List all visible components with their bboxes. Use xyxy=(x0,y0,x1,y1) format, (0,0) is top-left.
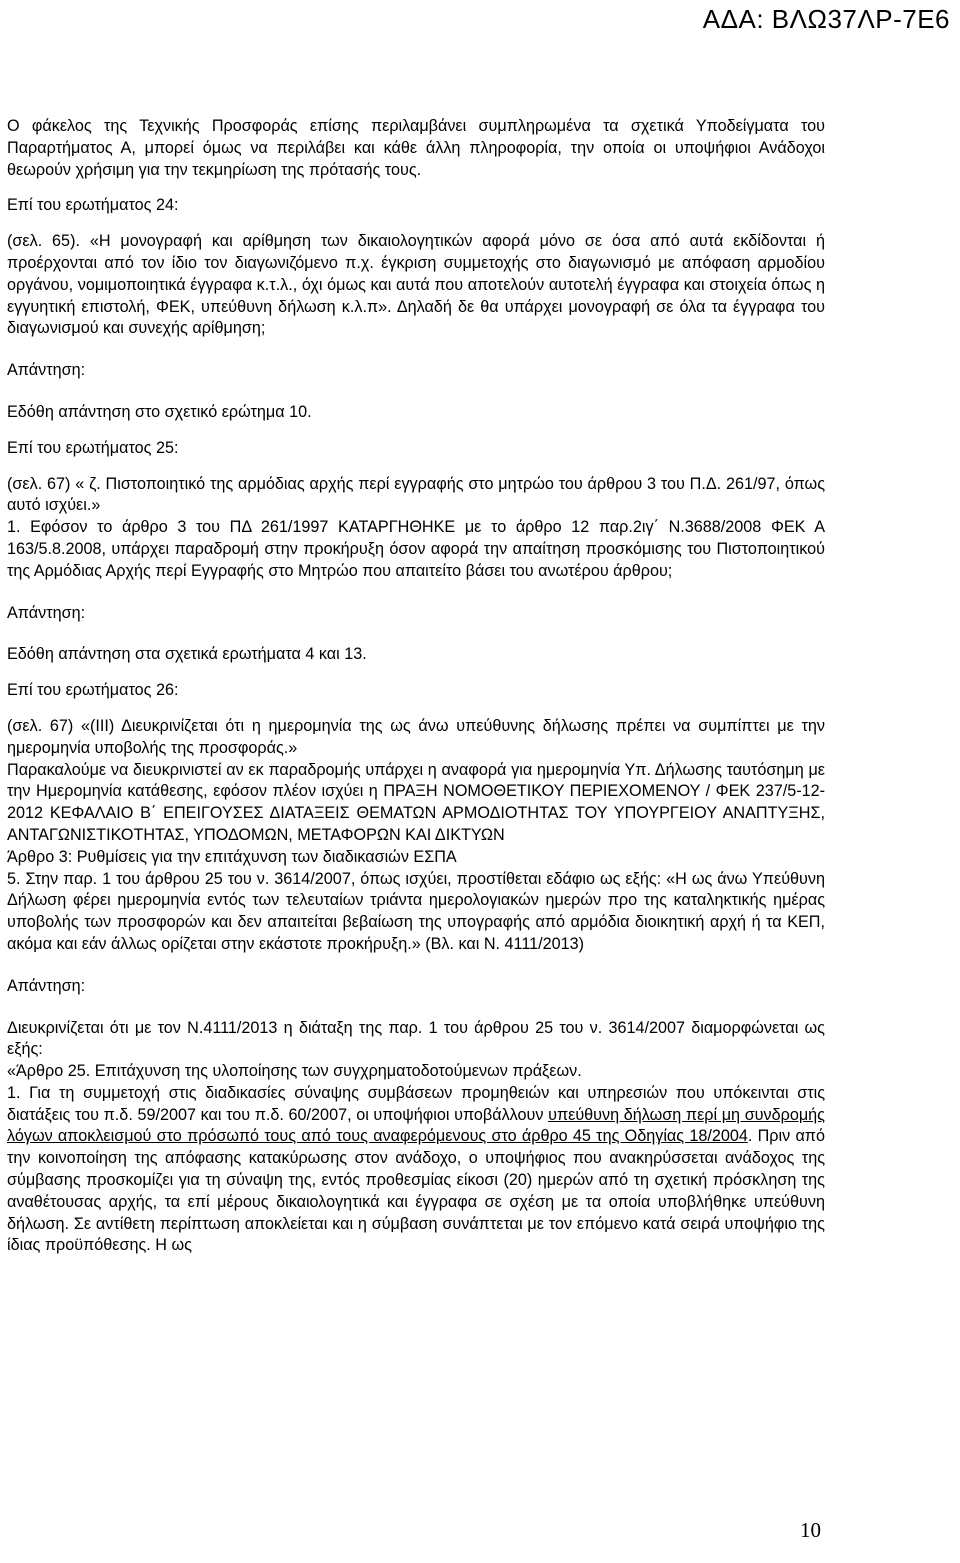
question-25-query: 1. Εφόσον το άρθρο 3 του ΠΔ 261/1997 ΚΑΤΑΡΓΗΘΗΚΕ με το άρθρο 12 παρ.2ιγ΄ Ν.3688/2008 ΦΕΚ Α 163/5.8.2008, υπάρχει παραδρομή στην προκήρυξη όσον αφορά την απαίτηση προσκόμισης του Πιστοποιητικού της Αρμόδιας Αρχής περί Εγγραφής στο Μητρώο που απαιτείτο βάσει του ανωτέρου άρθρου; xyxy=(7,518,825,580)
question-26-article: Άρθρο 3: Ρυθμίσεις για την επιτάχυνση των διαδικασιών ΕΣΠΑ xyxy=(7,847,457,866)
question-26-provision: 5. Στην παρ. 1 του άρθρου 25 του ν. 3614/2007, όπως ισχύει, προστίθεται εδάφιο ως εξής: «Η ως άνω Υπεύθυνη Δήλωση φέρει ημερομηνία εντός των τελευταίων τριάντα ημερολογιακών ημερών προ της καταληκτικής ημέρας υποβολής των προσφορών και δεν απαιτείται βεβαίωση της υπογραφής από αρμόδια διοικητική αρχή ή τα ΚΕΠ, ακόμα και εάν άλλως ορίζεται στην εκάστοτε προκήρυξη.» (Βλ. και Ν. 4111/2013) xyxy=(7,869,825,953)
answer-26-underlined-text: υπεύθυνη δήλωση περί μη συνδρομής λόγων αποκλεισμού στο πρόσωπό τους από τους αναφερόμενους στο άρθρο 45 της Οδηγίας 18/2004 xyxy=(7,1105,825,1146)
answer-label-24: Απάντηση: xyxy=(7,361,86,380)
question-24-text xyxy=(7,231,825,340)
question-24-quote: (σελ. 65). «Η μονογραφή και αρίθμηση των δικαιολογητικών αφορά μόνο σε όσα από αυτά εκδίδονται ή προέρχονται από τον ίδιο τον διαγωνιζόμενο π.χ. έγκριση συμμετοχής στο διαγωνισμό με απόφαση αρμοδίου οργάνου, νομιμοποιητικά έγγραφα κ.τ.λ., όχι όμως και αυτά που αποτελούν αυτοτελή έγγραφα και στοιχεία όπως η εγγυητική επιστολή, ΦΕΚ, υπεύθυνη δήλωση κ.λ.π». xyxy=(7,232,825,316)
question-26-quote: (σελ. 67) «(III) Διευκρινίζεται ότι η ημερομηνία της ως άνω υπεύθυνης δήλωσης πρέπει να συμπίπτει με την ημερομηνία υποβολής της προσφοράς.» xyxy=(7,716,825,757)
heading-question-26: Επί του ερωτήματος 26: xyxy=(7,681,179,700)
answer-26-paragraph-start: 1. Για τη συμμετοχή στις διαδικασίες σύναψης συμβάσεων προμηθειών και υπηρεσιών που υπόκεινται στις διατάξεις του π.δ. 59/2007 και του π.δ. 60/2007, οι υποψήφιοι υποβάλλουν xyxy=(7,1083,825,1124)
question-24-query: Δηλαδή δε θα υπάρχει μονογραφή σε όλα τα έγγραφα του διαγωνισμού και συνεχής αρίθμηση; xyxy=(7,297,825,338)
question-26-query: Παρακαλούμε να διευκρινιστεί αν εκ παραδρομής υπάρχει η αναφορά για ημερομηνία Υπ. Δήλωσης ταυτόσημη με την Ημερομηνία κατάθεσης, εφόσον πλέον ισχύει η ΠΡΑΞΗ ΝΟΜΟΘΕΤΙΚΟΥ ΠΕΡΙΕΧΟΜΕΝΟΥ / ΦΕΚ 237/5-12-2012 ΚΕΦΑΛΑΙΟ Β΄ ΕΠΕΙΓΟΥΣΕΣ ΔΙΑΤΑΞΕΙΣ ΘΕΜΑΤΩΝ ΑΡΜΟΔΙΟΤΗΤΑΣ ΤΟΥ ΥΠΟΥΡΓΕΙΟΥ ΑΝΑΠΤΥΞΗΣ, ΑΝΤΑΓΩΝΙΣΤΙΚΟΤΗΤΑΣ, ΥΠΟΔΟΜΩΝ, ΜΕΤΑΦΟΡΩΝ ΚΑΙ ΔΙΚΤΥΩΝ xyxy=(7,760,825,844)
answer-26-paragraph xyxy=(7,1083,825,1257)
answer-25-text: Εδόθη απάντηση στα σχετικά ερωτήματα 4 και 13. xyxy=(7,645,367,664)
answer-24-text: Εδόθη απάντηση στο σχετικό ερώτημα 10. xyxy=(7,402,312,421)
answer-26-paragraph-end: . Πριν από την κοινοποίηση της απόφασης κατακύρωσης στον ανάδοχο, ο υποψήφιος που ανακηρύσσεται ανάδοχος της σύμβασης προσκομίζει για τη σύναψη της, εντός προθεσμίας είκοσι (20) ημερών από τη σχετική πρόσκληση της αναθέτουσας αρχής, τα επί μέρους δικαιολογητικά και έγγραφα σε σχέση με τα οποία υποβλήθηκε υπεύθυνη δήλωση. Σε αντίθετη περίπτωση αποκλείεται και η σύμβαση συνάπτεται με τον επόμενο κατά σειρά υποψήφιο της ίδιας προϋπόθεσης. Η ως xyxy=(7,1127,825,1255)
paragraph-technical-offer: Ο φάκελος της Τεχνικής Προσφοράς επίσης περιλαμβάνει συμπληρωμένα τα σχετικά Υποδείγματα του Παραρτήματος Α, μπορεί όμως να περιλάβει και κάθε άλλη πληροφορία, την οποία οι υποψήφιοι Ανάδοχοι θεωρούν χρήσιμη για την τεκμηρίωση της πρότασής τους. xyxy=(7,117,825,179)
heading-question-24: Επί του ερωτήματος 24: xyxy=(7,196,179,215)
answer-label-26: Απάντηση: xyxy=(7,976,86,995)
answer-26-article-title: «Άρθρο 25. Επιτάχυνση της υλοποίησης των συγχρηματοδοτούμενων πράξεων. xyxy=(7,1062,582,1081)
ada-code: ΑΔΑ: ΒΛΩ37ΛΡ-7Ε6 xyxy=(702,4,950,34)
page-number: 10 xyxy=(800,1518,821,1542)
document-body xyxy=(7,116,825,1257)
answer-label-25: Απάντηση: xyxy=(7,603,86,622)
answer-26-intro: Διευκρινίζεται ότι με τον Ν.4111/2013 η διάταξη της παρ. 1 του άρθρου 25 του ν. 3614/2007 διαμορφώνεται ως εξής: xyxy=(7,1018,825,1059)
question-25-quote: (σελ. 67) « ζ. Πιστοποιητικό της αρμόδιας αρχής περί εγγραφής στο μητρώο του άρθρου 3 του Π.Δ. 261/97, όπως αυτό ισχύει.» xyxy=(7,474,825,515)
heading-question-25: Επί του ερωτήματος 25: xyxy=(7,438,179,457)
